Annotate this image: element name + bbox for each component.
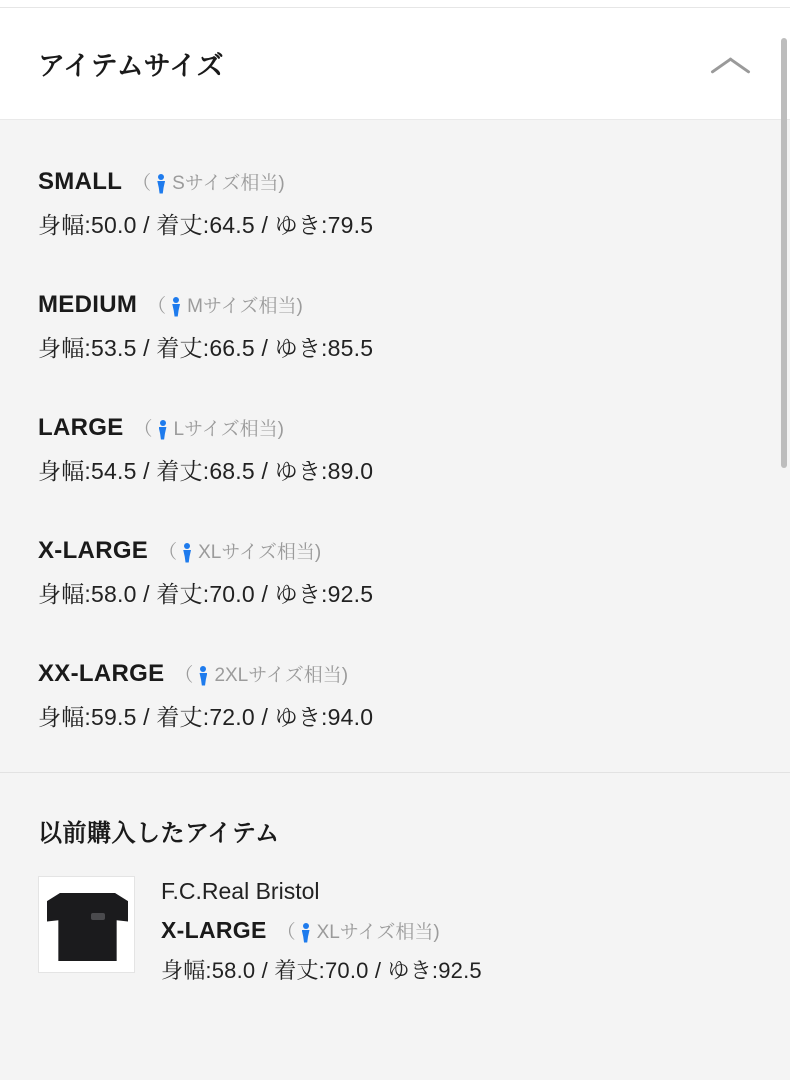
list-item[interactable] (38, 876, 752, 985)
size-measurements: 身幅:54.5 / 着丈:68.5 / ゆき:89.0 (38, 458, 374, 484)
size-equivalent-label: Sサイズ相当) (172, 173, 285, 194)
size-equivalent-label: Lサイズ相当) (173, 419, 284, 440)
person-icon (170, 297, 182, 317)
item-size-section-header[interactable] (0, 8, 790, 120)
person-icon (157, 420, 169, 440)
size-equivalent-label: XLサイズ相当) (316, 922, 440, 943)
size-row (38, 291, 752, 363)
person-icon (181, 543, 193, 563)
size-measurements: 身幅:53.5 / 着丈:66.5 / ゆき:85.5 (38, 335, 374, 361)
size-row (38, 537, 752, 609)
paren-open: （ (174, 665, 194, 686)
size-equivalent (158, 537, 321, 564)
size-equivalent-label: 2XLサイズ相当) (214, 665, 349, 686)
size-measurements: 身幅:58.0 / 着丈:70.0 / ゆき:92.5 (38, 581, 374, 607)
size-name: LARGE (38, 414, 124, 441)
product-thumbnail[interactable] (38, 876, 135, 973)
paren-open: （ (147, 296, 167, 317)
paren-open: （ (276, 922, 296, 943)
size-row (38, 660, 752, 732)
brand-logo-mark-icon (91, 913, 105, 920)
top-strip (0, 0, 790, 8)
size-equivalent (277, 917, 440, 944)
size-measurements: 身幅:59.5 / 着丈:72.0 / ゆき:94.0 (38, 704, 374, 730)
size-equivalent-label: Mサイズ相当) (187, 296, 303, 317)
brand-name: F.C.Real Bristol (161, 878, 320, 904)
size-name: XX-LARGE (38, 660, 165, 687)
page-title: アイテムサイズ (38, 51, 225, 81)
size-equivalent (134, 414, 284, 441)
person-icon (300, 923, 312, 943)
size-measurements: 身幅:58.0 / 着丈:70.0 / ゆき:92.5 (161, 958, 482, 983)
size-name: X-LARGE (161, 917, 267, 943)
size-equivalent (147, 291, 303, 318)
previously-purchased-section (0, 773, 790, 985)
paren-open: （ (158, 542, 178, 563)
person-icon (197, 666, 209, 686)
size-equivalent (132, 168, 285, 195)
purchased-item-info (161, 876, 482, 985)
paren-open: （ (133, 419, 153, 440)
size-list (0, 120, 790, 772)
size-name: MEDIUM (38, 291, 138, 318)
paren-open: （ (132, 173, 152, 194)
size-equivalent (174, 660, 348, 687)
size-row (38, 414, 752, 486)
size-name: SMALL (38, 168, 123, 195)
person-icon (155, 174, 167, 194)
size-equivalent-label: XLサイズ相当) (198, 542, 322, 563)
size-row (38, 168, 752, 240)
size-measurements: 身幅:50.0 / 着丈:64.5 / ゆき:79.5 (38, 212, 374, 238)
previously-purchased-title: 以前購入したアイテム (38, 820, 280, 847)
size-name: X-LARGE (38, 537, 149, 564)
garment-shape-icon (47, 893, 128, 961)
chevron-up-icon[interactable] (712, 52, 750, 76)
vertical-scrollbar[interactable] (781, 38, 787, 468)
